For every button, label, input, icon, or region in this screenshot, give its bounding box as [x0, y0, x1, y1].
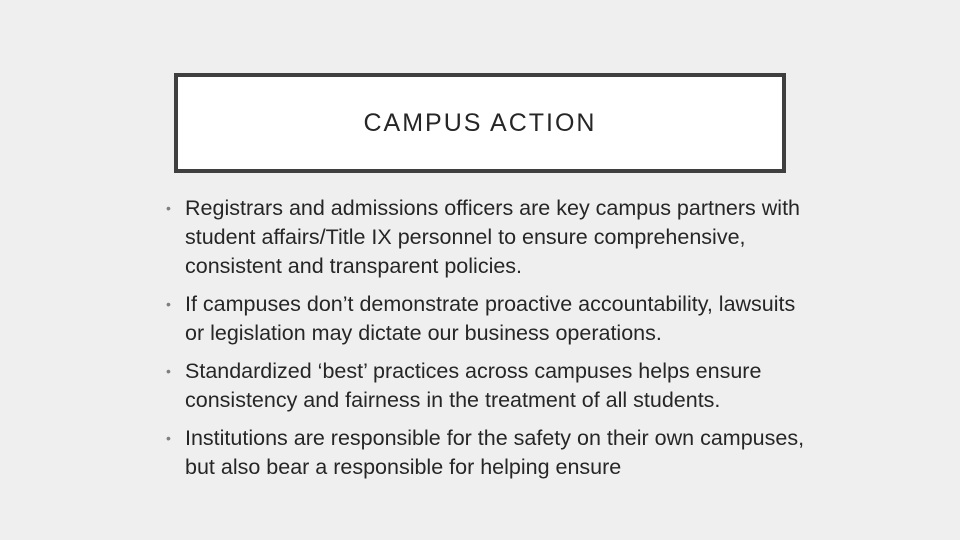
bullet-dot-icon: •: [166, 430, 171, 446]
slide-title: CAMPUS ACTION: [363, 108, 597, 137]
bullet-dot-icon: •: [166, 200, 171, 216]
bullet-dot-icon: •: [166, 363, 171, 379]
bullet-text: If campuses don’t demonstrate proactive accountability, lawsuits or legislation may dictate our business operations.: [185, 292, 796, 345]
bullet-text: Standardized ‘best’ practices across campuses helps ensure consistency and fairness in the treatment of all students.: [185, 359, 762, 412]
bullet-text: Registrars and admissions officers are key campus partners with student affairs/Title IX personnel to ensure comprehensive, consistent and transparent policies.: [185, 196, 800, 278]
bullet-item: [166, 290, 816, 348]
title-box: [174, 73, 786, 173]
bullet-item: [166, 357, 816, 415]
bullet-text: Institutions are responsible for the safety on their own campuses, but also bear a responsible for helping ensure: [185, 426, 805, 479]
bullet-item: [166, 424, 816, 482]
bullet-dot-icon: •: [166, 296, 171, 312]
bullet-item: [166, 194, 816, 281]
bullet-list: [166, 194, 816, 491]
